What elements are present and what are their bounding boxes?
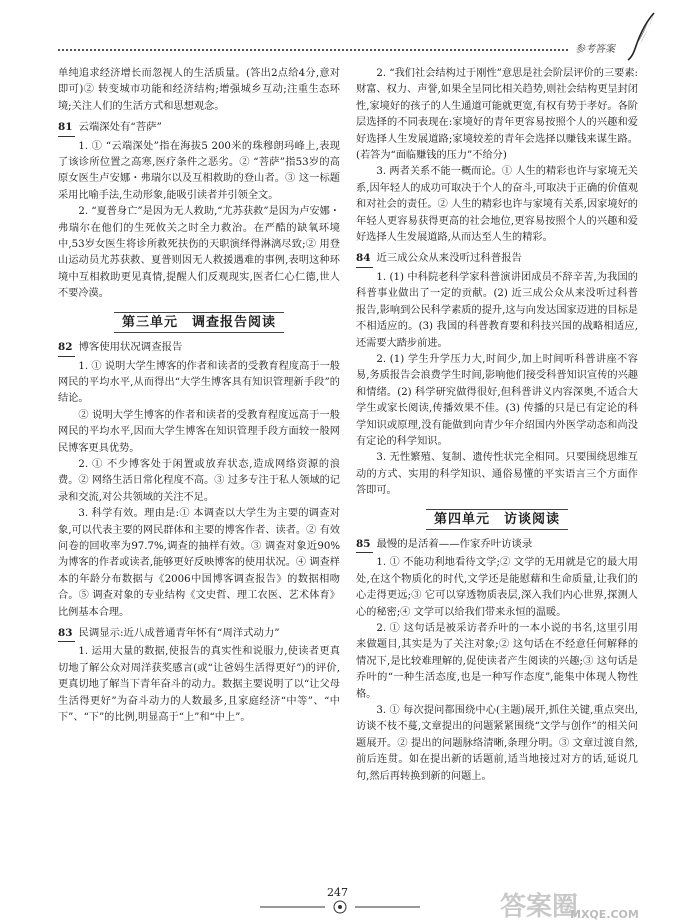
- article-title: 民调显示:近八成普通青年怀有“周洋式动力”: [78, 627, 280, 639]
- article-title: 博客使用状况调查报告: [78, 341, 183, 354]
- watermark: [500, 886, 675, 922]
- unit-heading: [356, 512, 638, 528]
- paragraph: 2. “夏普身亡”是因为无人救助,“尤苏获救”是因为卢安娜・弗瑞尔在他们的生死攸关之时全力救治。在严酷的缺氧环境中,53岁女医生将诊所救死扶伤的天职演绎得淋漓尽致;② 用登山运动员尤苏获救、夏普则因无人救援遇难的事例,表明这种环境中互相救助更见真情,提醒人们反观现实,医者仁心仁德,世人不要冷漠。: [58, 206, 340, 300]
- paragraph: 1. (1) 中科院老科学家科普演讲团成员不辞辛苦,为我国的科普事业做出了一定的贡献。(2) 近三成公众从来没听过科普报告,影响到公民科学素质的提升,这与向发达国家迈进的目标是不相适应的。(3) 我国的科普教育要和科技兴国的战略相适应,还需要大踏步前进。: [356, 271, 638, 349]
- page-number: 247: [327, 886, 348, 899]
- article-heading: [356, 536, 638, 553]
- paragraph: 2. “我们社会结构过于刚性”意思是社会阶层评价的三要素:财富、权力、声誉,如果全呈同比相关趋势,则社会结构更呈封闭性,家境好的孩子的人生通道可能就更宽,有权有势于孝好。各阶层选择的不同表现在:家境好的青年更容易按照个人的兴趣和爱好选择人生发展道路;家境较差的青年会选择以赚钱来谋生路。(若答为“面临赚钱的压力”不给分): [356, 68, 638, 162]
- paragraph: 3. 科学有效。理由是:① 本调查以大学生为主要的调查对象,可以代表主要的网民群体和主要的博客作者、读者。② 有效问卷的回收率为97.7%,调查的抽样有效。③ 调查对象近90%为博客的作者或读者,能够更好反映博客的使用状况。④ 调查样本的年龄分布数据与《2006中国博客调查报告》的数据相吻合。⑤ 调查对象的专业结构《文史哲、理工农医、艺术体育》比例基本合理。: [58, 508, 340, 618]
- paragraph: 3. ① 每次提问都围绕中心(主题)展开,抓住关键,重点突出,访谈不枝不蔓,文章提出的问题紧紧围绕“文学与创作”的相关问题展开。② 提出的问题脉络清晰,条理分明。③ 文章过渡自然,前后连贯。如在提出新的话题前,适当地接过对方的话,延说几句,然后再转换到新的问题上。: [356, 705, 638, 782]
- left-column: [58, 66, 340, 726]
- paragraph: 3. 无性繁殖、复制、遗传性状完全相同。只要围绕思维互动的方式、实用的科学知识、通俗易懂的平实语言三个方面作答即可。: [356, 452, 638, 497]
- footer-ornament: [260, 900, 420, 914]
- unit-heading: [58, 315, 340, 331]
- article-number: 82: [58, 339, 75, 356]
- watermark-url: MXQE.COM: [570, 908, 639, 921]
- article-heading: [58, 119, 340, 136]
- article-heading: [58, 625, 340, 642]
- unit-title: 第四单元 访谈阅读: [426, 509, 568, 530]
- article-number: 81: [58, 119, 75, 136]
- paragraph: 2. (1) 学生升学压力大,时间少,加上时间听科普讲座不容易,务质报告会浪费学生时间,影响他们接受科普知识宣传的兴趣和情绪。(2) 科学研究做得很好,但科普讲义内容深奥,不适合大学生或家长阅读,传播效果不佳。(3) 传播的只是已有定论的科学知识或原理,没有能做到向青少年介绍国内外医学动态和尚没有定论的科学知识。: [356, 353, 638, 447]
- page-header: [0, 0, 675, 62]
- article-title: 最慢的是活着——作家乔叶访谈录: [376, 537, 533, 550]
- header-label: 参考答案: [575, 44, 615, 55]
- right-column: [356, 66, 638, 785]
- paragraph: 2. ① 这句话是被采访者乔叶的一本小说的书名,这里引用来做题目,其实是为了关注对象;② 这句话在不经意任何解释的情况下,是比较难理解的,促使读者产生阅读的兴趣;③ 这句话是乔叶的“一种生活态度,也是一种写作态度”,能集中体现人物性格。: [356, 623, 638, 700]
- article-heading: [58, 339, 340, 356]
- article-number: 85: [356, 536, 373, 553]
- article-title: 近三成公众从来没听过科普报告: [376, 252, 522, 265]
- feather-icon: [620, 10, 660, 62]
- paragraph: 3. 两者关系不能一概而论。① 人生的精彩也许与家境无关系,因年轻人的成功可取决于个人的奋斗,可取决于正确的价值观和对社会的责任。② 人生的精彩也许与家境有关系,因家境好的年轻人更容易获得更高的社会地位,更容易按照个人的兴趣和爱好选择人生发展道路,从而达至人生的精彩。: [356, 166, 638, 244]
- unit-title: 第三单元 调查报告阅读: [114, 312, 284, 333]
- article-title: 云端深处有“菩萨”: [78, 121, 162, 134]
- paragraph: 2. ① 不少博客处于闲置或放弃状态,造成网络资源的浪费。② 网络生活日常化程度不高。③ 过多专注于私人领域的记录和交流,对公共领域的关注不足。: [58, 458, 340, 503]
- article-number: 84: [356, 250, 373, 267]
- header-dotted-rule: [58, 49, 568, 51]
- article-heading: [356, 250, 638, 267]
- watermark-text: 答案圈: [500, 892, 579, 922]
- paragraph: 1. ① 说明大学生博客的作者和读者的受教育程度高于一般网民的平均水平,从而得出“大学生博客具有知识管理新手段”的结论。: [58, 360, 340, 405]
- paragraph: ② 说明大学生博客的作者和读者的受教育程度远高于一般网民的平均水平,因而大学生博客在知识管理手段方面较一般网民博客更具优势。: [58, 409, 340, 454]
- paragraph: 单纯追求经济增长而忽视人的生活质量。(答出2点给4分,意对即可)② 转变城市功能和经济结构;增强城乡互动;注重生态环境;关注人们的生活方式和思想观念。: [58, 68, 340, 112]
- article-number: 83: [58, 625, 75, 642]
- paragraph: 1. ① 不能功利地看待文学;② 文学的无用就是它的最大用处,在这个物质化的时代,文学还是能慰藉和生命质量,让我们的心走得更远;③ 它可以穿透物质表层,深入我们内心世界,探测人心的秘密;④ 文学可以给我们带来永恒的温暖。: [356, 557, 638, 618]
- paragraph: 1. 运用大量的数据,使报告的真实性和说服力,使读者更真切地了解公众对周洋获奖感言(或“让爸妈生活得更好”)的评价,更真切地了解当下青年奋斗的动力。数据主要说明了以“让父母生活得更好”为奋斗动力的人数最多,且家庭经济“中等”、“中下”、“下”的比例,明显高于“上”和“中上”。: [58, 646, 340, 724]
- paragraph: 1. ① “云端深处”指在海拔5 200米的珠穆朗玛峰上,表现了该诊所位置之高寒,医疗条件之恶劣。② “菩萨”指53岁的高原女医生卢安娜・弗瑞尔以及互相救助的登山者。③ 这一标题采用比喻手法,生动形象,能吸引读者并引领全文。: [58, 140, 340, 201]
